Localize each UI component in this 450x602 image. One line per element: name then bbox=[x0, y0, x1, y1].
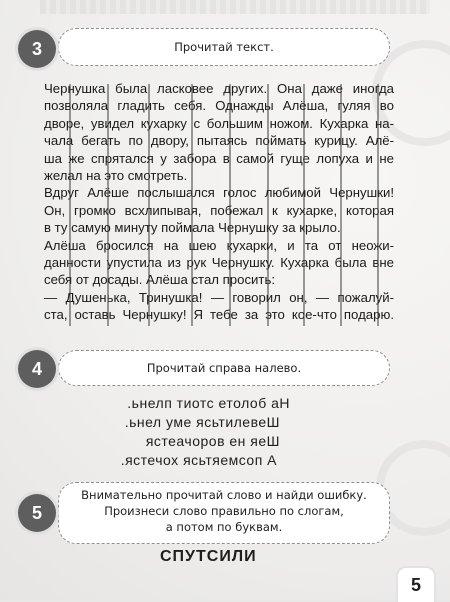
task-3-number-badge bbox=[18, 30, 56, 68]
story-line: ша же спрятался у забора в самой гуще лопуха и не bbox=[44, 150, 394, 166]
mirrored-line: ястеачоров ен яеШ bbox=[145, 433, 280, 449]
task-3-instruction: Прочитай текст. bbox=[174, 40, 274, 54]
task-5-instruction-line: Произнеси слово правильно по слогам, bbox=[104, 504, 344, 518]
story-line: позволяла гладить себя. Однажды Алёша, гуляя во bbox=[44, 98, 394, 114]
story-line: — Душенька, Тринушка! — говорил он, — пожалуй- bbox=[44, 289, 394, 305]
story-line: ста, оставь Чернушку! Я тебе за это кое-что подарю. bbox=[44, 307, 394, 323]
story-line: чала бегать по двору, пытаясь поймать курицу. Алё- bbox=[44, 133, 394, 149]
story-line: Он, громко всхлипывая, побежал к кухарке, которая bbox=[44, 202, 394, 218]
story-line: Чернушка была ласковее других. Она даже иногда bbox=[44, 81, 394, 96]
story-line: в ту самую минуту поймала Чернушку за крыло. bbox=[44, 220, 341, 236]
mirrored-line: .ьнелп тиотс етолоб аН bbox=[127, 395, 290, 411]
story-line: дворе, увидел кухарку с большим ножом. Кухарка на- bbox=[44, 115, 394, 131]
task-3-number: 3 bbox=[31, 38, 42, 59]
task-3-instruction-card bbox=[58, 28, 390, 66]
task-4-instruction-card bbox=[58, 350, 390, 386]
story-line: данности упустила из рук Чернушку. Кухарка была вне bbox=[44, 255, 394, 271]
mirrored-text bbox=[90, 394, 290, 470]
page-number: 5 bbox=[398, 568, 434, 602]
misspelled-word: СПУТСИЛИ bbox=[160, 548, 257, 565]
mirrored-line: .ястечох ясьтяемсоп А bbox=[120, 452, 277, 468]
mirrored-line: .ьнел уме ясьтилевеШ bbox=[124, 414, 280, 430]
story-line: Алёша бросился на шею кухарки, и та от неожи- bbox=[44, 237, 394, 253]
task-4-number: 4 bbox=[31, 358, 42, 379]
task-4-instruction: Прочитай справа налево. bbox=[146, 361, 302, 375]
task-5-number: 5 bbox=[31, 502, 42, 523]
task-4-number-badge bbox=[18, 350, 56, 388]
task-5-instruction-card bbox=[58, 482, 390, 544]
story-text bbox=[44, 80, 394, 324]
story-line: себя от досады. Алёша стал просить: bbox=[44, 272, 275, 288]
story-line: Вдруг Алёше послышался голос любимой Чернушки! bbox=[44, 185, 394, 201]
task-5-instruction-line: а потом по буквам. bbox=[165, 520, 283, 534]
task-5-number-badge bbox=[18, 494, 56, 532]
story-line: желал на это смотреть. bbox=[44, 168, 188, 184]
page-top-edge bbox=[40, 0, 430, 14]
task-5-instruction-line: Внимательно прочитай слово и найди ошибку. bbox=[81, 488, 367, 502]
